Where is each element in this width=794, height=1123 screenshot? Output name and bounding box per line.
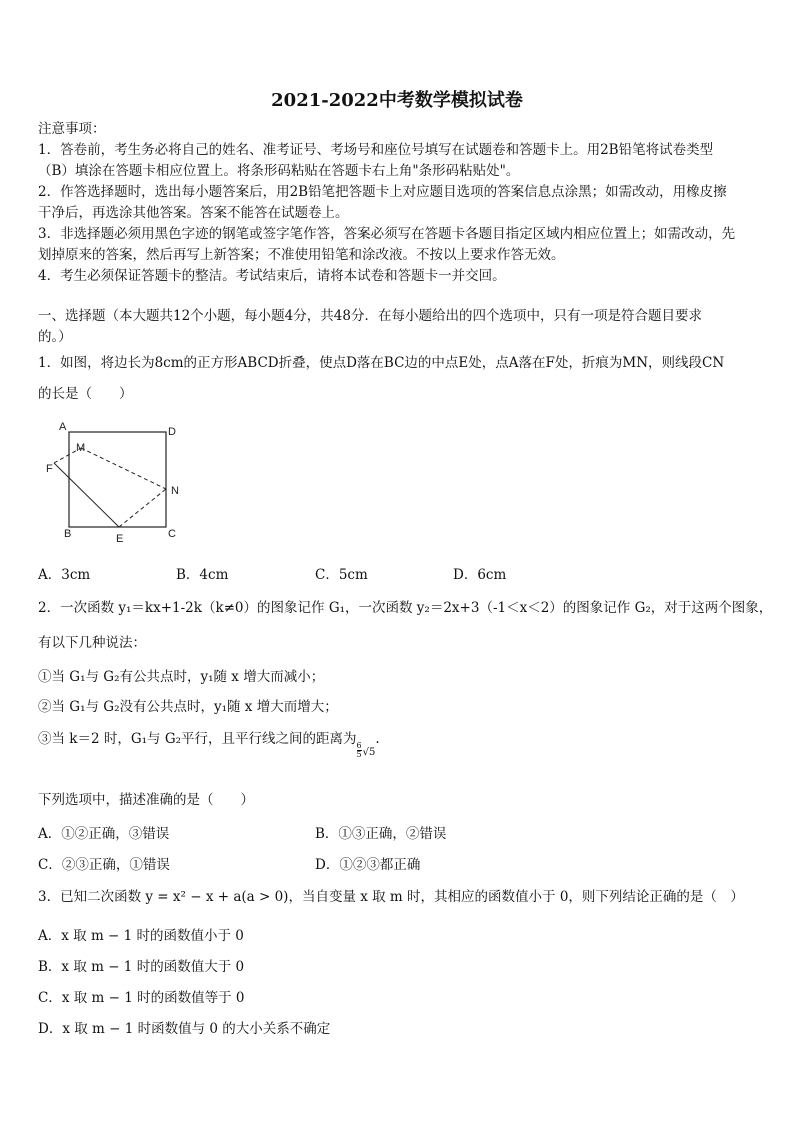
notice-line: （B）填涂在答题卡相应位置上。将条形码粘贴在答题卡右上角"条形码粘贴处"。	[38, 163, 520, 179]
q2-option-d: D．①②③都正确	[315, 857, 421, 873]
q3-option-b: B．x 取 m − 1 时的函数值大于 0	[38, 959, 245, 975]
q2-stem: 2．一次函数 y₁＝kx+1-2k（k≠0）的图象记作 G₁，一次函数 y₂＝2x+3（-1＜x＜2）的图象记作 G₂，对于这两个图象，	[38, 600, 773, 616]
q1-stem: 1．如图，将边长为8cm的正方形ABCD折叠，使点D落在BC边的中点E处，点A落在F处，折痕为MN，则线段CN	[38, 355, 725, 371]
q2-option-b: B．①③正确，②错误	[315, 826, 447, 842]
label-b: B	[64, 528, 72, 540]
notice-line: 划掉原来的答案，然后再写上新答案；不准使用铅笔和涂改液。不按以上要求作答无效。	[38, 247, 565, 263]
q3-option-a: A．x 取 m − 1 时的函数值小于 0	[38, 928, 244, 944]
fraction	[357, 742, 362, 759]
notice-line: 3．非选择题必须用黑色字迹的钢笔或签字笔作答，答案必须写在答题卡各题目指定区域内相应位置上；如需改动，先	[38, 226, 736, 242]
q2-statement-3	[38, 729, 380, 763]
fraction-numerator: 6	[356, 741, 362, 750]
notice-line: 2．作答选择题时，选出每小题答案后，用2B铅笔把答题卡上对应题目选项的答案信息点涂黑；如需改动，用橡皮擦	[38, 184, 727, 200]
fraction-denominator: 5	[356, 750, 362, 759]
q3-option-d: D．x 取 m − 1 时函数值与 0 的大小关系不确定	[38, 1021, 331, 1037]
q2-statement-2: ②当 G₁与 G₂没有公共点时，y₁随 x 增大而增大；	[38, 699, 338, 715]
period: .	[375, 731, 380, 747]
q1-option-d: D．6cm	[453, 567, 507, 583]
label-e: E	[116, 533, 124, 545]
label-a: A	[59, 421, 67, 433]
q1-stem-cont: 的长是（ ）	[38, 386, 133, 402]
q2-statement-3-text: ③当 k＝2 时，G₁与 G₂平行，且平行线之间的距离为	[38, 731, 357, 747]
q1-option-a: A．3cm	[38, 567, 91, 583]
q1-option-c: C．5cm	[315, 567, 368, 583]
label-n: N	[171, 485, 179, 497]
q2-stem-cont: 有以下几种说法：	[38, 635, 146, 651]
section-heading-cont: 的。）	[38, 329, 72, 345]
notice-line: 干净后，再选涂其他答案。答案不能答在试题卷上。	[38, 205, 349, 221]
q2-option-a: A．①②正确，③错误	[38, 826, 170, 842]
notice-heading: 注意事项：	[38, 121, 106, 137]
q1-figure	[40, 418, 190, 548]
q2-option-c: C．②③正确，①错误	[38, 857, 170, 873]
sqrt-term: √5	[362, 747, 376, 758]
label-m: M	[76, 442, 86, 454]
q1-option-b: B．4cm	[176, 567, 229, 583]
q2-statement-1: ①当 G₁与 G₂有公共点时，y₁随 x 增大而减小；	[38, 669, 325, 685]
label-d: D	[168, 426, 176, 438]
page-title: 2021-2022中考数学模拟试卷	[271, 90, 523, 111]
section-heading: 一、选择题（本大题共12个小题，每小题4分，共48分．在每小题给出的四个选项中，只有一项是符合题目要求	[38, 308, 702, 324]
notice-line: 4．考生必须保证答题卡的整洁。考试结束后，请将本试卷和答题卡一并交回。	[38, 268, 506, 284]
notice-line: 1．答卷前，考生务必将自己的姓名、准考证号、考场号和座位号填写在试题卷和答题卡上。用2B铅笔将试卷类型	[38, 142, 714, 158]
q2-prompt: 下列选项中，描述准确的是（ ）	[38, 792, 254, 808]
label-c: C	[168, 528, 176, 540]
q3-stem: 3．已知二次函数 y = x² − x + a(a > 0)，当自变量 x 取 m 时，其相应的函数值小于 0，则下列结论正确的是（ ）	[38, 889, 744, 905]
q3-option-c: C．x 取 m − 1 时的函数值等于 0	[38, 990, 245, 1006]
label-f: F	[46, 463, 53, 475]
